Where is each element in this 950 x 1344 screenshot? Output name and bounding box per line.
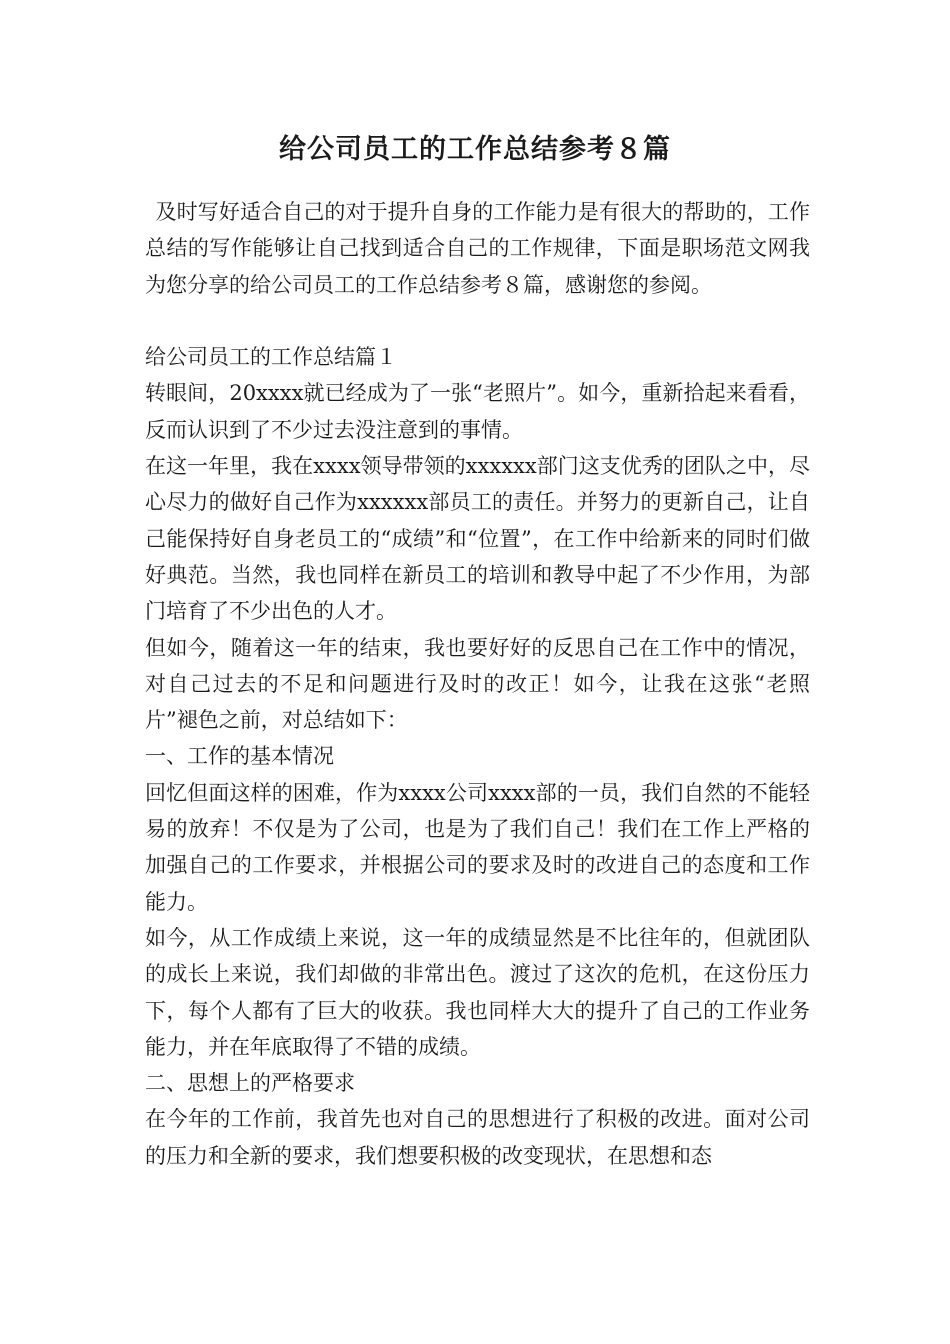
- section-heading-1: 给公司员工的工作总结篇１: [145, 345, 397, 370]
- body-paragraph: 回忆但面这样的困难，作为xxxx公司xxxx部的一员，我们自然的不能轻易的放弃！不仅是为了公司，也是为了我们自己！我们在工作上严格的加强自己的工作要求，并根据公司的要求及时的改进自己的态度和工作能力。: [145, 780, 810, 914]
- paragraph-spacer: [145, 303, 810, 339]
- subheading-thought-requirements: 二、思想上的严格要求: [145, 1071, 355, 1096]
- document-body: [145, 194, 810, 1174]
- body-paragraph: 如今，从工作成绩上来说，这一年的成绩显然是不比往年的，但就团队的成长上来说，我们却做的非常出色。渡过了这次的危机，在这份压力下，每个人都有了巨大的收获。我也同样大大的提升了自己的工作业务能力，并在年底取得了不错的成绩。: [145, 925, 810, 1059]
- body-paragraph: 转眼间，20xxxx就已经成为了一张“老照片”。如今，重新拾起来看看，反而认识到了不少过去没注意到的事情。: [145, 381, 810, 442]
- body-paragraph: 在今年的工作前，我首先也对自己的思想进行了积极的改进。面对公司的压力和全新的要求，我们想要积极的改变现状，在思想和态: [145, 1107, 810, 1168]
- body-paragraph: 但如今，随着这一年的结束，我也要好好的反思自己在工作中的情况，对自己过去的不足和问题进行及时的改正！如今，让我在这张“老照片”褪色之前，对总结如下：: [145, 635, 810, 733]
- intro-paragraph: 及时写好适合自己的对于提升自身的工作能力是有很大的帮助的，工作总结的写作能够让自己找到适合自己的工作规律，下面是职场范文网我为您分享的给公司员工的工作总结参考８篇，感谢您的参阅。: [145, 200, 810, 297]
- body-paragraph: 在这一年里，我在xxxx领导带领的xxxxxx部门这支优秀的团队之中，尽心尽力的做好自己作为xxxxxx部员工的责任。并努力的更新自己，让自己能保持好自身老员工的“成绩”和“位置”，在工作中给新来的同时们做好典范。当然，我也同样在新员工的培训和教导中起了不少作用，为部门培育了不少出色的人才。: [145, 454, 810, 624]
- document-title: 给公司员工的工作总结参考８篇: [279, 134, 671, 165]
- subheading-work-situation: 一、工作的基本情况: [145, 744, 334, 769]
